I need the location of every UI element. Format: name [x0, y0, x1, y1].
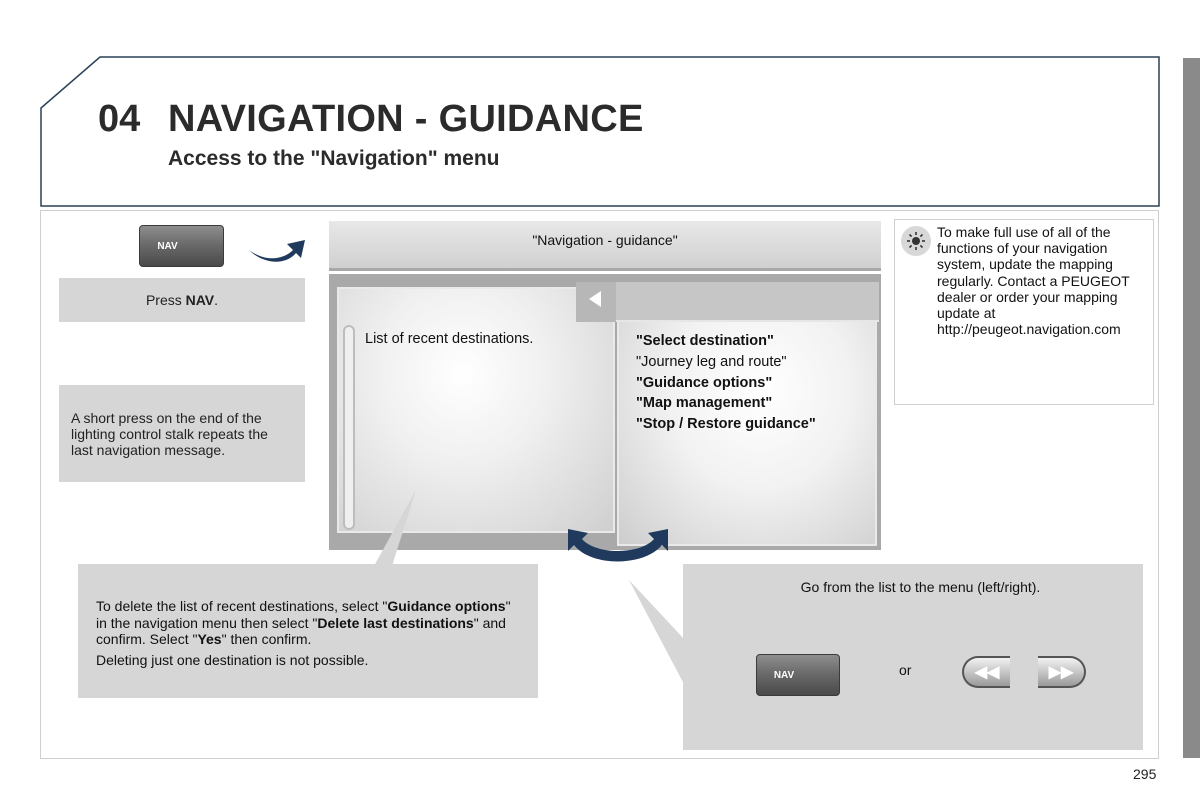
page-number: 295	[1133, 766, 1157, 782]
list-scrollbar[interactable]	[343, 325, 355, 530]
nav-key-button[interactable]	[139, 225, 224, 267]
or-separator: or	[899, 662, 912, 678]
seek-back-button[interactable]	[962, 656, 1010, 688]
delete-note-line1	[96, 598, 520, 648]
menu-item-stop-restore[interactable]: "Stop / Restore guidance"	[636, 416, 816, 433]
navigation-menu	[636, 331, 816, 435]
menu-panel-tab	[576, 282, 879, 322]
press-key: NAV	[185, 292, 215, 308]
page-subtitle: Access to the "Navigation" menu	[168, 147, 500, 170]
seek-back-icon: ◀◀	[974, 664, 1000, 681]
nav-key-button-secondary[interactable]	[756, 654, 840, 696]
seek-forward-icon: ▶▶	[1048, 664, 1074, 681]
nav-key-label-secondary: NAV	[773, 669, 795, 681]
menu-item-journey-leg[interactable]: "Journey leg and route"	[636, 353, 787, 370]
delete-text-3: " and confirm. Select "	[96, 614, 506, 647]
press-prefix: Press	[145, 292, 182, 308]
screen-title: "Navigation - guidance"	[532, 232, 678, 248]
curved-arrow-icon	[247, 234, 307, 270]
callout-pointer-right	[627, 578, 687, 688]
seek-forward-button[interactable]	[1038, 656, 1086, 688]
switch-panel-text: Go from the list to the menu (left/right).	[800, 579, 1041, 595]
menu-item-guidance-options[interactable]: "Guidance options"	[636, 374, 773, 391]
nav-key-label: NAV	[157, 240, 178, 252]
lightbulb-icon	[901, 226, 931, 256]
delete-bold-3: Yes	[197, 631, 222, 647]
chapter-side-tab	[1183, 58, 1200, 758]
chapter-number: 04	[98, 98, 141, 140]
delete-bold-2: Delete last destinations	[317, 614, 474, 631]
delete-note-line2: Deleting just one destination is not possible.	[96, 651, 369, 668]
back-arrow-icon[interactable]	[585, 289, 605, 309]
press-suffix: .	[214, 292, 219, 308]
left-right-arrow-icon	[566, 523, 670, 565]
tip-text: To make full use of all of the functions of your navigation system, update the mapping regularly. Contact a PEUGEOT dealer or order your mapping update at http://peugeot.navigation.com	[937, 224, 1130, 338]
page-title: NAVIGATION - GUIDANCE	[168, 98, 644, 140]
press-nav-instruction	[59, 278, 305, 322]
screen-header	[329, 221, 881, 271]
delete-text-1: To delete the list of recent destinations, select "	[96, 598, 388, 614]
delete-text-4: " then confirm.	[221, 631, 312, 647]
menu-item-map-management[interactable]: "Map management"	[636, 395, 773, 412]
menu-item-select-destination[interactable]: "Select destination"	[636, 333, 774, 349]
stalk-note: A short press on the end of the lighting control stalk repeats the last navigation message.	[59, 385, 305, 482]
delete-destinations-note	[78, 564, 538, 698]
delete-bold-1: Guidance options	[387, 598, 506, 614]
callout-pointer-left	[370, 488, 420, 568]
recent-destinations-label: List of recent destinations.	[365, 331, 534, 347]
delete-text-2: " in the navigation menu then select "	[96, 598, 511, 631]
